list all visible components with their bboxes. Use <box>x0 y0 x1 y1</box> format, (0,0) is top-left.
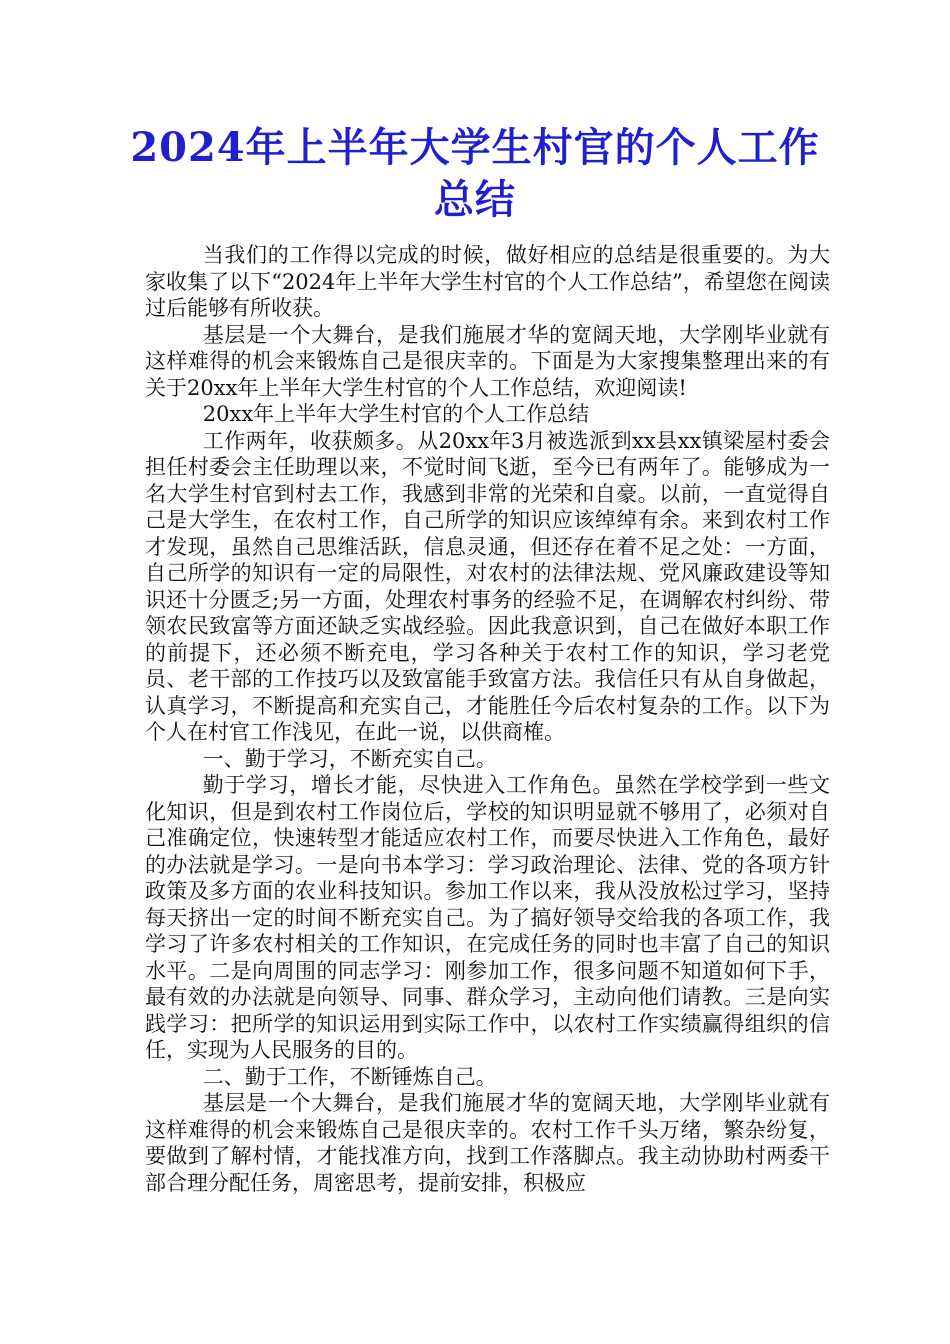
section-heading: 一、勤于学习，不断充实自己。 <box>202 746 497 771</box>
body-paragraph: 勤于学习，增长才能，尽快进入工作角色。虽然在学校学到一些文化知识，但是到农村工作岗位后，学校的知识明显就不够用了，必须对自己准确定位，快速转型才能适应农村工作，而要尽快进入工作角色，最好的办法就是学习。一是向书本学习：学习政治理论、法律、党的各项方针政策及多方面的农业科技知识。参加工作以来，我从没放松过学习，坚持每天挤出一定的时间不断充实自己。为了搞好领导交给我的各项工作，我学习了许多农村相关的工作知识，在完成任务的同时也丰富了自己的知识水平。二是向周围的同志学习：刚参加工作，很多问题不知道如何下手，最有效的办法就是向领导、同事、群众学习，主动向他们请教。三是向实践学习：把所学的知识运用到实际工作中，以农村工作实绩赢得组织的信任，实现为人民服务的目的。 <box>145 773 830 1062</box>
body-paragraph: 基层是一个大舞台，是我们施展才华的宽阔天地，大学刚毕业就有这样难得的机会来锻炼自己是很庆幸的。农村工作千头万绪，繁杂纷复，要做到了解村情，才能找准方向，找到工作落脚点。我主动协助村两委干部合理分配任务，周密思考，提前安排，积极应 <box>145 1091 830 1195</box>
section-heading: 二、勤于工作，不断锤炼自己。 <box>202 1064 497 1089</box>
body-paragraph: 工作两年，收获颇多。从20xx年3月被选派到xx县xx镇梁屋村委会担任村委会主任助理以来，不觉时间飞逝，至今已有两年了。能够成为一名大学生村官到村去工作，我感到非常的光荣和自豪。以前，一直觉得自己是大学生，在农村工作，自己所学的知识应该绰绰有余。来到农村工作才发现，虽然自己思维活跃，信息灵通，但还存在着不足之处：一方面，自己所学的知识有一定的局限性，对农村的法律法规、党风廉政建设等知识还十分匮乏;另一方面，处理农村事务的经验不足，在调解农村纠纷、带领农民致富等方面还缺乏实战经验。因此我意识到，自己在做好本职工作的前提下，还必须不断充电，学习各种关于农村工作的知识，学习老党员、老干部的工作技巧以及致富能手致富方法。我信任只有从自身做起，认真学习，不断提高和充实自己，才能胜任今后农村复杂的工作。以下为个人在村官工作浅见，在此一说，以供商榷。 <box>145 428 830 744</box>
document-body <box>145 242 830 1196</box>
intro-paragraph: 当我们的工作得以完成的时候，做好相应的总结是很重要的。为大家收集了以下“2024年上半年大学生村官的个人工作总结”，希望您在阅读过后能够有所收获。 <box>145 243 830 320</box>
preface-paragraph: 基层是一个大舞台，是我们施展才华的宽阔天地，大学刚毕业就有这样难得的机会来锻炼自己是很庆幸的。下面是为大家搜集整理出来的有关于20xx年上半年大学生村官的个人工作总结，欢迎阅读! <box>145 322 830 400</box>
document-title: 2024年上半年大学生村官的个人工作总结 <box>130 124 820 223</box>
subtitle-line: 20xx年上半年大学生村官的个人工作总结 <box>202 402 590 426</box>
